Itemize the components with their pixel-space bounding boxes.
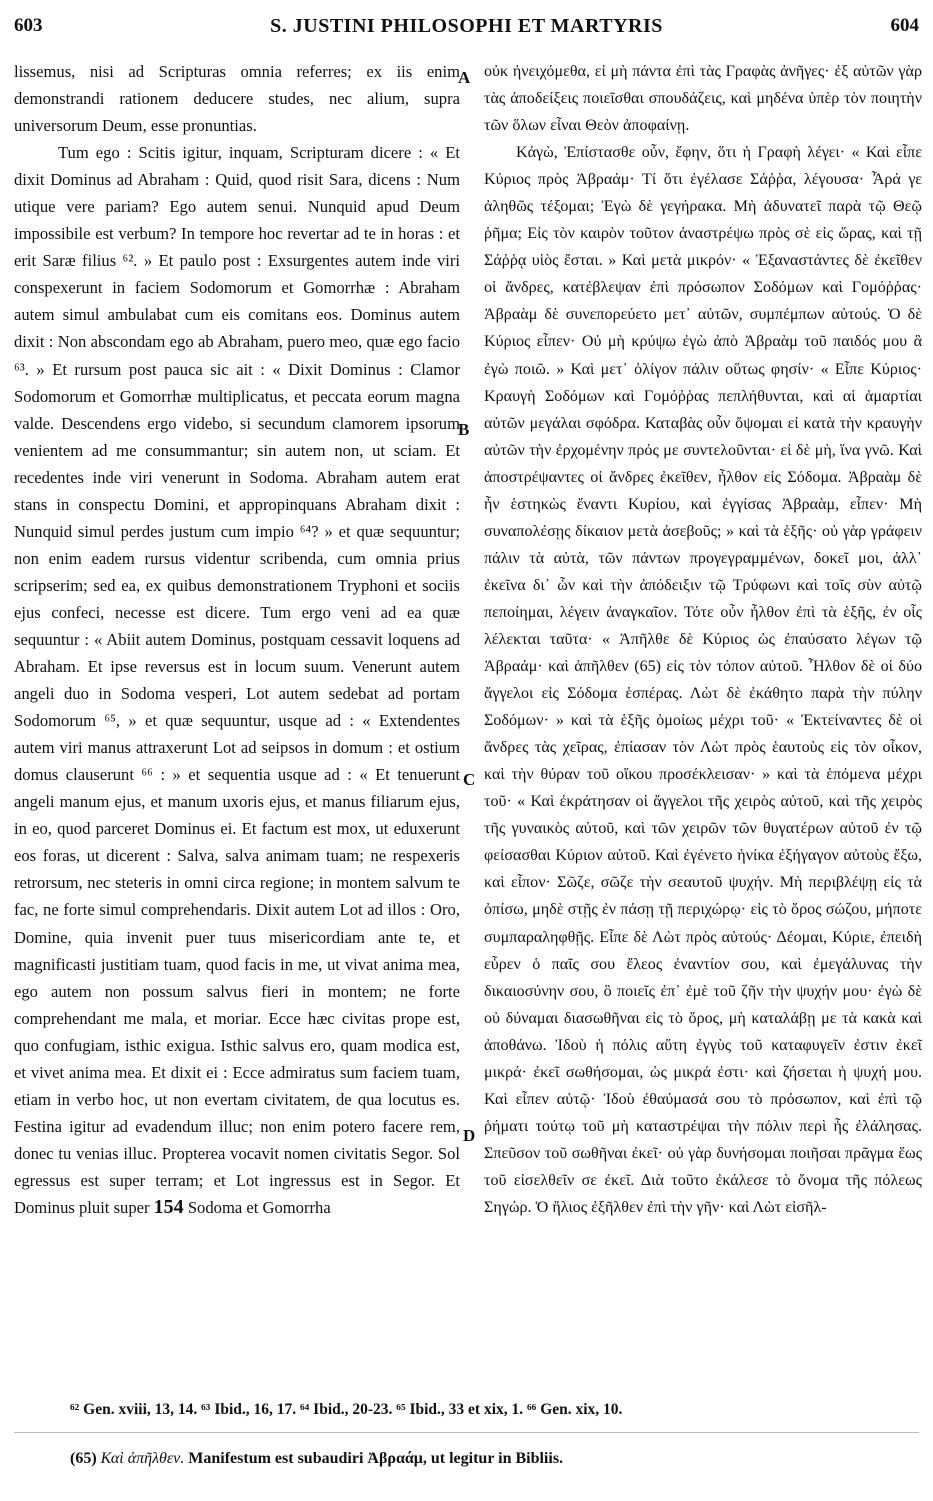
greek-paragraph-2: Κἀγὼ, Ἐπίστασθε οὖν, ἔφην, ὅτι ἡ Γραφὴ λέγει· « Καὶ εἶπε Κύριος πρὸς Ἀβραάμ· Τί ὅτι ἐγέλασε Σάῤῥα, λέγουσα· Ἆρά γε ἀληθῶς τέξομαι; Ἐγὼ δὲ γεγήρακα. Μὴ ἀδυνατεῖ παρὰ τῷ Θεῷ ῥῆμα; Εἰς τὸν καιρὸν τοῦτον ἀναστρέψω πρὸς σὲ εἰς ὥρας, καὶ τῇ Σάῤῥᾳ υἱὸς ἔσται. » Καὶ μετὰ μικρόν· « Ἐξαναστάντες δὲ ἐκεῖθεν οἱ ἄνδρες, κατέβλεψαν ἐπὶ πρόσωπον Σοδόμων καὶ Γομόῤῥας· Ἀβραὰμ δὲ συνεπορεύετο μετ᾽ αὐτῶν, συμπέμπων αὐτούς. Ὁ δὲ Κύριος εἶπεν· Οὐ μὴ κρύψω ἐγὼ ἀπὸ Ἀβραὰμ τοῦ παιδός μου ἃ ἐγὼ ποιῶ. » Καὶ μετ᾽ ὀλίγον πάλιν οὕτως φησίν· « Εἶπε Κύριος· Κραυγὴ Σοδόμων καὶ Γομόῤῥας πεπλήθυνται, καὶ αἱ ἁμαρτίαι αὐτῶν μεγάλαι σφόδρα. Καταβὰς οὖν ὄψομαι εἰ κατὰ τὴν κραυγὴν αὐτῶν τὴν ἐρχομένην πρός με συντελοῦνται· εἰ δὲ μὴ, ἵνα γνῶ. Καὶ ἀποστρέψαντες οἱ ἄνδρες ἐκεῖθεν, ἦλθον εἰς Σόδομα. Ἀβραὰμ δὲ ἦν ἑστηκὼς ἔναντι Κυρίου, καὶ ἐγγίσας Ἀβραὰμ, εἶπεν· Μὴ συναπολέσῃς δίκαιον μετὰ ἀσεβοῦς; » καὶ τὰ ἑξῆς· οὐ γὰρ γράφειν πάλιν τὰ αὐτὰ, τῶν πάντων προγεγραμμένων, δοκεῖ μοι, ἀλλ᾽ ἐκεῖνα δι᾽ ὧν καὶ τὴν ἀπόδειξιν τῷ Τρύφωνι καὶ τοῖς σὺν αὐτῷ πεποίημαι, λέγειν ἀναγκαῖον. Τότε οὖν ἦλθον ἐπὶ τὰ ἑξῆς, ἐν οἷς λέλεκται ταῦτα· « Ἀπῆλθε δὲ Κύριος ὡς ἐπαύσατο λέγων τῷ Ἀβραάμ· καὶ ἀπῆλθεν (65) εἰς τὸν τόπον αὐτοῦ. Ἦλθον δὲ οἱ δύο ἄγγελοι εἰς Σόδομα ἑσπέρας. Λὼτ δὲ ἐκάθητο παρὰ τὴν πύλην Σοδόμων· » καὶ τὰ ἑξῆς ὁμοίως μέχρι τοῦ· « Ἐκτείναντες δὲ οἱ ἄνδρες τὰς χεῖρας, ἐπίασαν τὸν Λὼτ πρὸς ἑαυτοὺς εἰς τὸν οἶκον, καὶ τὴν θύραν τοῦ οἴκου προσέκλεισαν· » καὶ τὰ ἑπόμενα μέχρι τοῦ· « Καὶ ἐκράτησαν οἱ ἄγγελοι τῆς χειρὸς αὐτοῦ, καὶ τῆς χειρὸς τῆς γυναικὸς αὐτοῦ, καὶ τῶν χειρῶν τῶν θυγατέρων αὐτοῦ ἐν τῷ φείσασθαι Κύριον αὐτοῦ. Καὶ ἐγένετο ἡνίκα ἐξήγαγον αὐτοὺς ἔξω, καὶ εἶπον· Σῶζε, σῶζε τὴν σεαυτοῦ ψυχήν. Μὴ περιβλέψῃ εἰς τὰ ὀπίσω, μηδὲ στῇς ἐν πάσῃ τῇ περιχώρῳ· εἰς τὸ ὄρος σώζου, μήποτε συμπαραληφθῇς. Εἶπε δὲ Λὼτ πρὸς αὐτούς· Δέομαι, Κύριε, ἐπειδὴ εὗρεν ὁ παῖς σου ἔλεος ἐναντίον σου, καὶ ἐμεγάλυνας τὴν δικαιοσύνην σου, ὃ ποιεῖς ἐπ᾽ ἐμὲ τοῦ ζῆν τὴν ψυχήν μου· ἐγὼ δὲ οὐ δύναμαι διασωθῆναι εἰς τὸ ὄρος, μὴ καταλάβῃ με τὰ κακὰ καὶ ἀποθάνω. Ἰδοὺ ἡ πόλις αὕτη ἐγγὺς τοῦ καταφυγεῖν ἐστιν ἐκεῖ μικρά· ἐκεῖ σωθήσομαι, ὡς μικρά ἐστι· καὶ ζήσεται ἡ ψυχή μου. Καὶ εἶπεν αὐτῷ· Ἰδοὺ ἐθαύμασά σου τὸ πρόσωπον, καὶ ἐπὶ τῷ ῥήματι τούτῳ τοῦ μὴ καταστρέψαι τὴν πόλιν περὶ ἧς ἐλάλησας. Σπεῦσον τοῦ σωθῆναι ἐκεῖ· οὐ γὰρ δυνήσομαι ποιῆσαι πρᾶγμα ἕως τοῦ εἰσελθεῖν σε ἐκεῖ. Διὰ τοῦτο ἐκάλεσε τὸ ὄνομα τῆς πόλεως Σηγώρ. Ὁ ἥλιος ἐξῆλθεν ἐπὶ τὴν γῆν· καὶ Λὼτ εἰσῆλ- [484,144,922,1216]
latin-column [14,58,460,1221]
margin-letter-b: B [458,420,470,439]
latin-paragraph-2-end: Sodoma et Gomorrha [187,1197,331,1217]
latin-paragraph-2-text: Tum ego : Scitis igitur, inquam, Scripturam dicere : « Et dixit Dominus ad Abraham : Quid, quod risit Sara, dicens : Num utique vere pariam? Ego autem senui. Nunquid apud Deum impossibile est verbum? In tempore hoc revertar ad te in horas : et erit Saræ filius ⁶². » Et paulo post : Exsurgentes autem inde viri conspexerunt in faciem Sodomorum et Gomorrhæ : Abraham autem simul ambulabat cum eis comitans eos. Dominus autem dixit : Non abscondam ego ab Abraham, puero meo, quæ ego facio ⁶³. » Et rursum post pauca sic ait : « Dixit Dominus : Clamor Sodomorum et Gomorrhæ multiplicatus, et peccata eorum magna valde. Descendens ergo videbo, si secundum clamorem ipsorum venientem ad me consummantur; sin autem non, ut sciam. Et recedentes inde viri venerunt in Sodoma. Abraham autem erat stans in conspectu Domini, et appropinquans Abraham dixit : Nunquid simul perdes justum cum impio ⁶⁴? » et quæ sequuntur; non enim eadem rursus videntur scribenda, cum omnia prius scripserim; sed ea, ex quibus demonstrationem Tryphoni et sociis ejus confeci, necesse est dicere. Tum ergo veni ad ea quæ sequuntur : « Abiit autem Dominus, postquam cessavit loquens ad Abraham. Et ipse reversus est in locum suum. Venerunt autem angeli duo in Sodoma vesperi, Lot autem sedebat ad portam Sodomorum ⁶⁵, » et quæ sequuntur, usque ad : « Extendentes autem viri manus attraxerunt Lot ad seipsos in domum : et ostium domus clauserunt ⁶⁶ : » et sequentia usque ad : « Et tenuerunt angeli manum ejus, et manum uxoris ejus, et manus filiarum ejus, in eo, quod parceret Dominus ei. Et factum est mox, ut eduxerunt eos foras, ut dicerent : Salva, salva animam tuam; ne respexeris retrorsum, nec steteris in omni circa regione; in montem salvum te fac, ne forte simul comprehendaris. Dixit autem Lot ad illos : Oro, Domine, quia invenit puer tuus misericordiam ante te, et magnificasti justitiam tuam, quod facis in me, ut vivat anima mea, ego autem non possum salvus fieri in montem; ne forte comprehendant me mala, et moriar. Ecce hæc civitas prope est, quo confugiam, isthic exigua. Isthic salvus ero, quam modica est, et vivet anima mea. Et dixit ei : Ecce admiratus sum faciem tuam, etiam in verbo hoc, ut non evertam civitatem, de qua locutus es. Festina igitur ad evadendum illuc; non enim potero facere rem, donec tu venias illuc. Propterea vocavit nomen civitatis Segor. Sol egressus est super terram; et Lot ingressus est in Segor. Et Dominus pluit super [14,143,460,1217]
note-greek: Καὶ ἀπῆλθεν. [100,1450,185,1467]
greek-paragraph-1: οὐκ ἠνειχόμεθα, εἰ μὴ πάντα ἐπὶ τὰς Γραφὰς ἀνῆγες· ἐξ αὐτῶν γὰρ τὰς ἀποδείξεις ποιεῖσθαι σπουδάζεις, καὶ μηδένα ὑπὲρ τὸν ποιητὴν τῶν ὅλων εἶναι Θεὸν ἀποφαίνῃ. [484,63,922,135]
note-text: Manifestum est subaudiri Ἀβραάμ, ut legitur in Bibliis. [188,1450,564,1467]
greek-column [484,58,922,1221]
latin-paragraph-1: lissemus, nisi ad Scripturas omnia referres; ex iis enim demonstrandi rationem deducere studes, nec alium, supra universorum Deum, esse pronuntias. [14,62,460,136]
running-title: S. JUSTINI PHILOSOPHI ET MARTYRIS [270,14,663,37]
latin-paragraph-2 [14,139,460,1221]
migne-column-marker: 154 [153,1195,184,1218]
note-number: (65) [70,1450,97,1467]
footnotes: ⁶² Gen. xviii, 13, 14. ⁶³ Ibid., 16, 17. ⁶⁴ Ibid., 20-23. ⁶⁵ Ibid., 33 et xix, 1. ⁶⁶ Gen. xix, 10. [70,1401,623,1418]
editorial-note [70,1450,913,1468]
page-header [14,6,919,46]
margin-letter-c: C [463,770,476,789]
margin-letter-d: D [463,1126,476,1145]
page-number-left: 603 [14,15,43,36]
page-number-right: 604 [890,15,919,36]
margin-letter-a: A [458,68,471,87]
footnote-divider [14,1432,919,1433]
